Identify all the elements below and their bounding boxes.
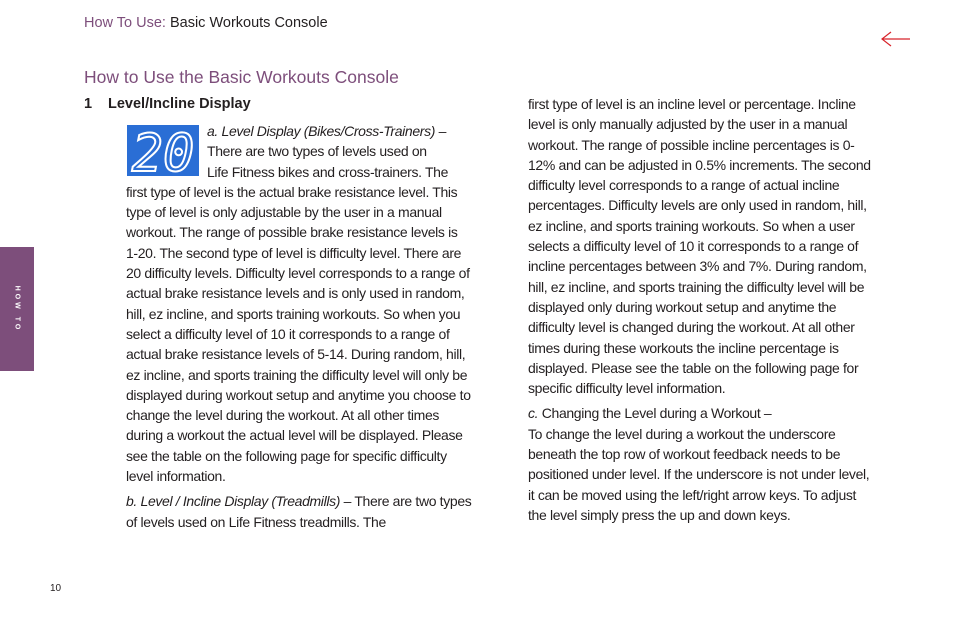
left-arrow-icon[interactable]: [880, 30, 912, 48]
paragraph-c-title: Changing the Level during a Workout –: [538, 405, 772, 422]
paragraph-c: [528, 403, 874, 525]
section-number: 1: [84, 96, 93, 112]
paragraph-b: [126, 491, 472, 532]
side-tab-label: HOW TO: [13, 285, 21, 333]
paragraph-b-text: – There are two types of levels used on Life Fitness treadmills. The: [126, 493, 472, 530]
paragraph-a-text: first type of level is the actual brake resistance level. This type of level is only adjustable by the user in a manual workout. The range of possible brake resistance levels is 1-20. The second type of level is difficulty level. There are 20 difficulty levels. Difficulty level corresponds to a range of actual brake resistance levels and is only used in random, hill, ez incline, and sports training workouts. So when you select a difficulty level of 10 it corresponds to a range of actual brake resistance levels of 5-14. During random, hill, ez incline, and sports training the difficulty level will only be displayed during workout setup and anytime you choose to change the level during the workout. At all other times during a workout the actual level will be displayed. Please see the table on the following page for specific difficulty level information.: [126, 183, 471, 485]
left-column: [126, 121, 472, 537]
paragraph-a-line1: There are two types of levels used on: [207, 143, 427, 160]
section-heading-label: Level/Incline Display: [108, 96, 251, 112]
paragraph-a-dash: –: [435, 123, 447, 139]
right-column: [528, 94, 874, 530]
paragraph-a-line2: Life Fitness bikes and cross-trainers. The: [207, 163, 449, 180]
level-display-value: 20: [131, 125, 195, 176]
paragraph-c-label: c.: [528, 405, 539, 422]
breadcrumb-section: Basic Workouts Console: [169, 15, 328, 31]
breadcrumb: [84, 14, 328, 32]
page-title: How to Use the Basic Workouts Console: [84, 67, 399, 87]
paragraph-b-continued: first type of level is an incline level or percentage. Incline level is only manually adjusted by the user in a manual workout. The range of possible incline percentages is 0-12% and can be adjusted in 0.5% increments. The second difficulty level corresponds to a range of actual incline percentages. Difficulty levels are only used in random, hill, ez incline, and sports training workouts. So when a user selects a difficulty level of 10 it corresponds to a range of incline percentages between 3% and 7%. During random, hill, ez incline, and sports training the difficulty level will be displayed only during workout setup and anytime the difficulty level is changed during the workout. At all other times during these workouts the incline percentage is displayed. Please see the table on the following page for specific difficulty level information.: [528, 96, 871, 397]
paragraph-b-label: b. Level / Incline Display (Treadmills): [126, 493, 341, 510]
page-number: 10: [50, 583, 62, 594]
paragraph-a: [126, 121, 472, 486]
breadcrumb-prefix: How To Use:: [84, 15, 166, 31]
paragraph-a-label: a. Level Display (Bikes/Cross-Trainers): [207, 123, 436, 139]
side-tab: [0, 247, 34, 371]
paragraph-c-text: To change the level during a workout the underscore beneath the top row of workout feedback needs to be positioned under level. If the underscore is not under level, it can be moved using the left/right arrow keys. To adjust the level simply press the up and down keys.: [528, 425, 870, 523]
section-heading: [84, 95, 251, 113]
